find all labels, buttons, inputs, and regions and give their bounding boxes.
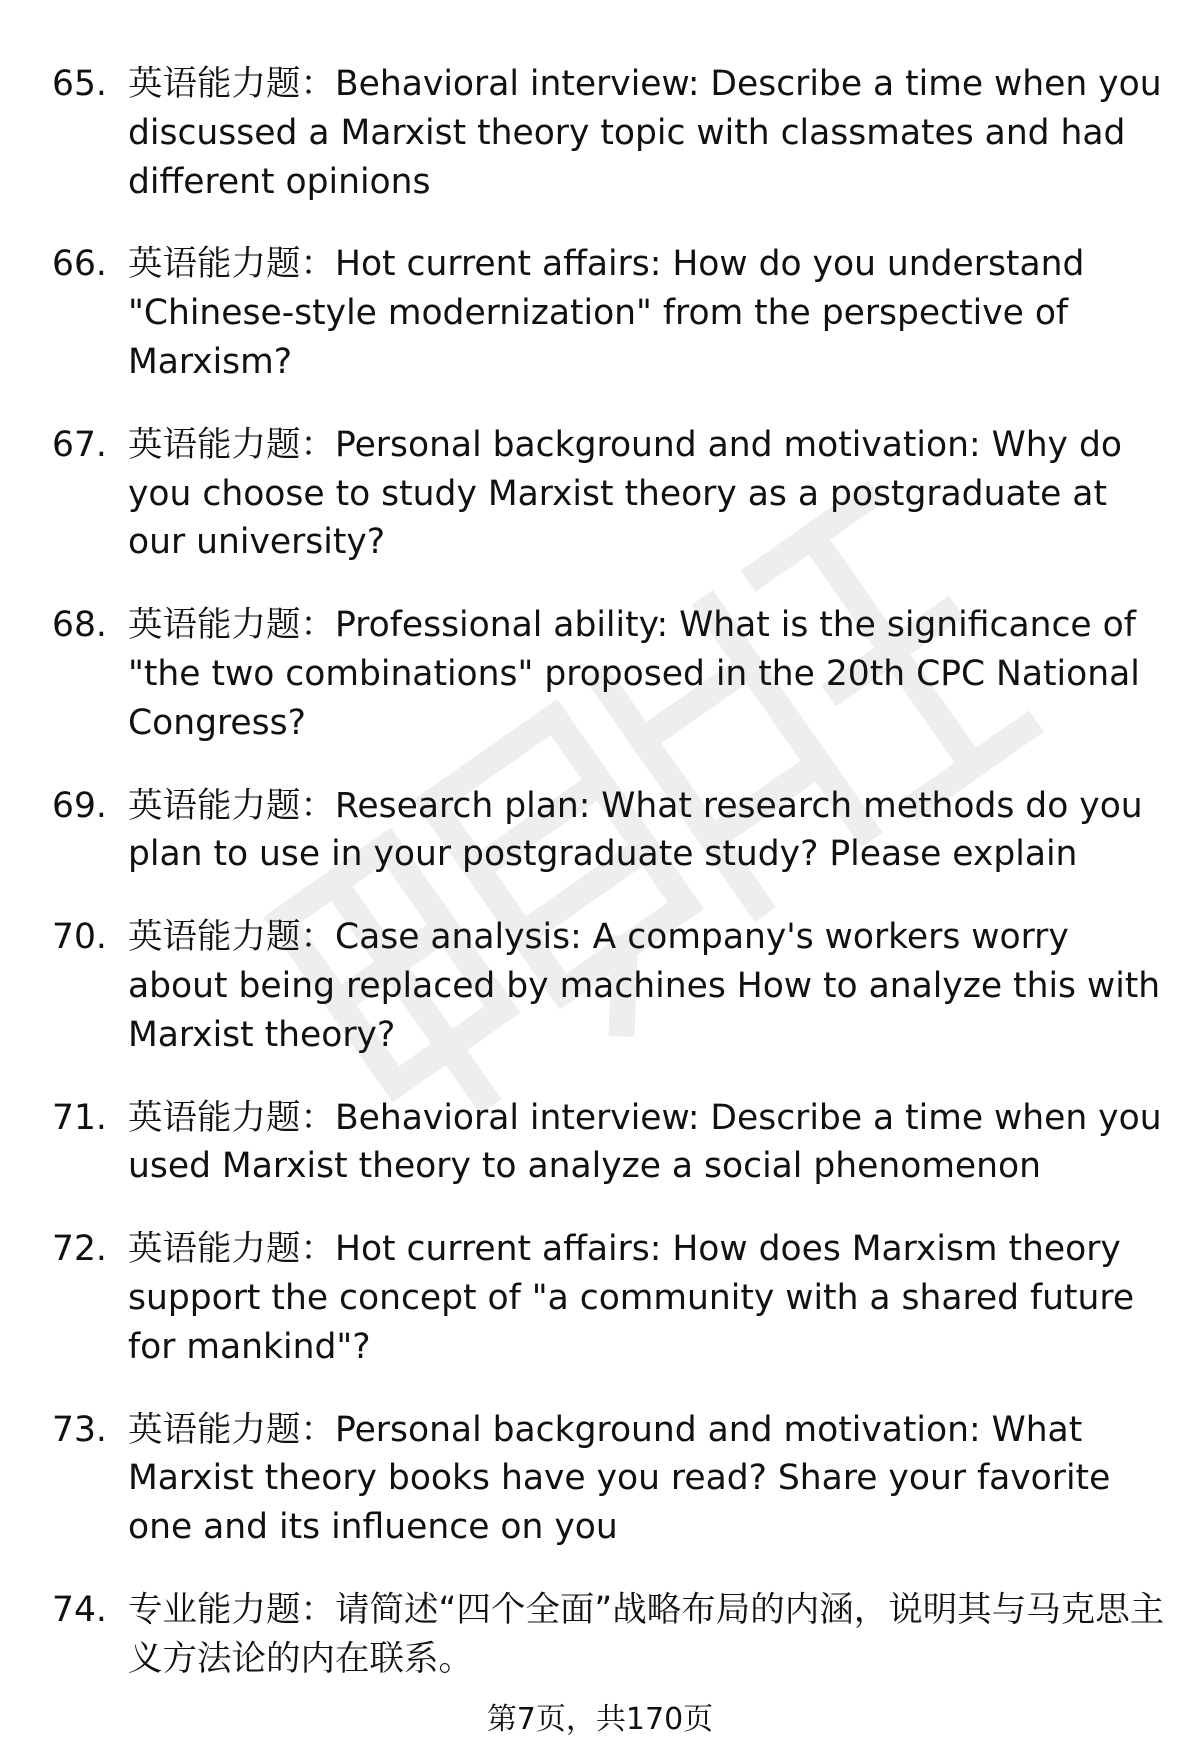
question-item bbox=[0, 421, 1200, 567]
question-item bbox=[0, 60, 1200, 206]
question-number: 65. bbox=[52, 64, 107, 104]
question-text: 专业能力题：请简述“四个全面”战略布局的内涵，说明其与马克思主义方法论的内在联系。 bbox=[128, 1589, 1165, 1679]
question-text: 英语能力题：Personal background and motivation: What Marxist theory books have you read? Share your favorite one and its influence on you bbox=[128, 1409, 1111, 1548]
question-item bbox=[0, 1094, 1200, 1192]
question-text: 英语能力题：Personal background and motivation: Why do you choose to study Marxist theory as a postgraduate at our university? bbox=[128, 424, 1122, 563]
question-item bbox=[0, 1406, 1200, 1552]
question-number: 69. bbox=[52, 785, 107, 826]
question-number: 70. bbox=[52, 917, 107, 958]
question-number: 72. bbox=[52, 1229, 107, 1270]
page-footer bbox=[0, 1700, 1200, 1740]
question-item bbox=[0, 782, 1200, 880]
question-text: 英语能力题：Behavioral interview: Describe a time when you used Marxist theory to analyze a social phenomenon bbox=[128, 1097, 1162, 1187]
question-number: 73. bbox=[52, 1409, 107, 1450]
question-text: 英语能力题：Professional ability: What is the significance of "the two combinations" proposed in the 20th CPC National Congress? bbox=[128, 605, 1140, 743]
page-number-label: 第7页，共170页 bbox=[486, 1702, 714, 1737]
question-number: 74. bbox=[52, 1589, 107, 1630]
question-text: 英语能力题：Case analysis: A company's workers worry about being replaced by machines How to analyze this with Marxist theory? bbox=[128, 917, 1161, 1055]
question-number: 68. bbox=[52, 605, 107, 646]
question-item bbox=[0, 601, 1200, 747]
question-item bbox=[0, 240, 1200, 386]
question-number: 71. bbox=[52, 1097, 107, 1138]
question-number: 66. bbox=[52, 244, 107, 285]
question-item bbox=[0, 1586, 1200, 1684]
question-item bbox=[0, 1225, 1200, 1371]
question-text: 英语能力题：Hot current affairs: How do you understand "Chinese-style modernization" from the perspective of Marxism? bbox=[128, 244, 1085, 382]
question-list bbox=[0, 60, 1200, 1718]
question-number: 67. bbox=[52, 424, 107, 465]
question-text: 英语能力题：Hot current affairs: How does Marxism theory support the concept of "a community with a shared future for mankind"? bbox=[128, 1229, 1135, 1367]
question-text: 英语能力题：Behavioral interview: Describe a time when you discussed a Marxist theory topic with classmates and had different opinions bbox=[128, 64, 1162, 202]
question-text: 英语能力题：Research plan: What research methods do you plan to use in your postgraduate study? Please explain bbox=[128, 785, 1143, 875]
question-item bbox=[0, 913, 1200, 1059]
